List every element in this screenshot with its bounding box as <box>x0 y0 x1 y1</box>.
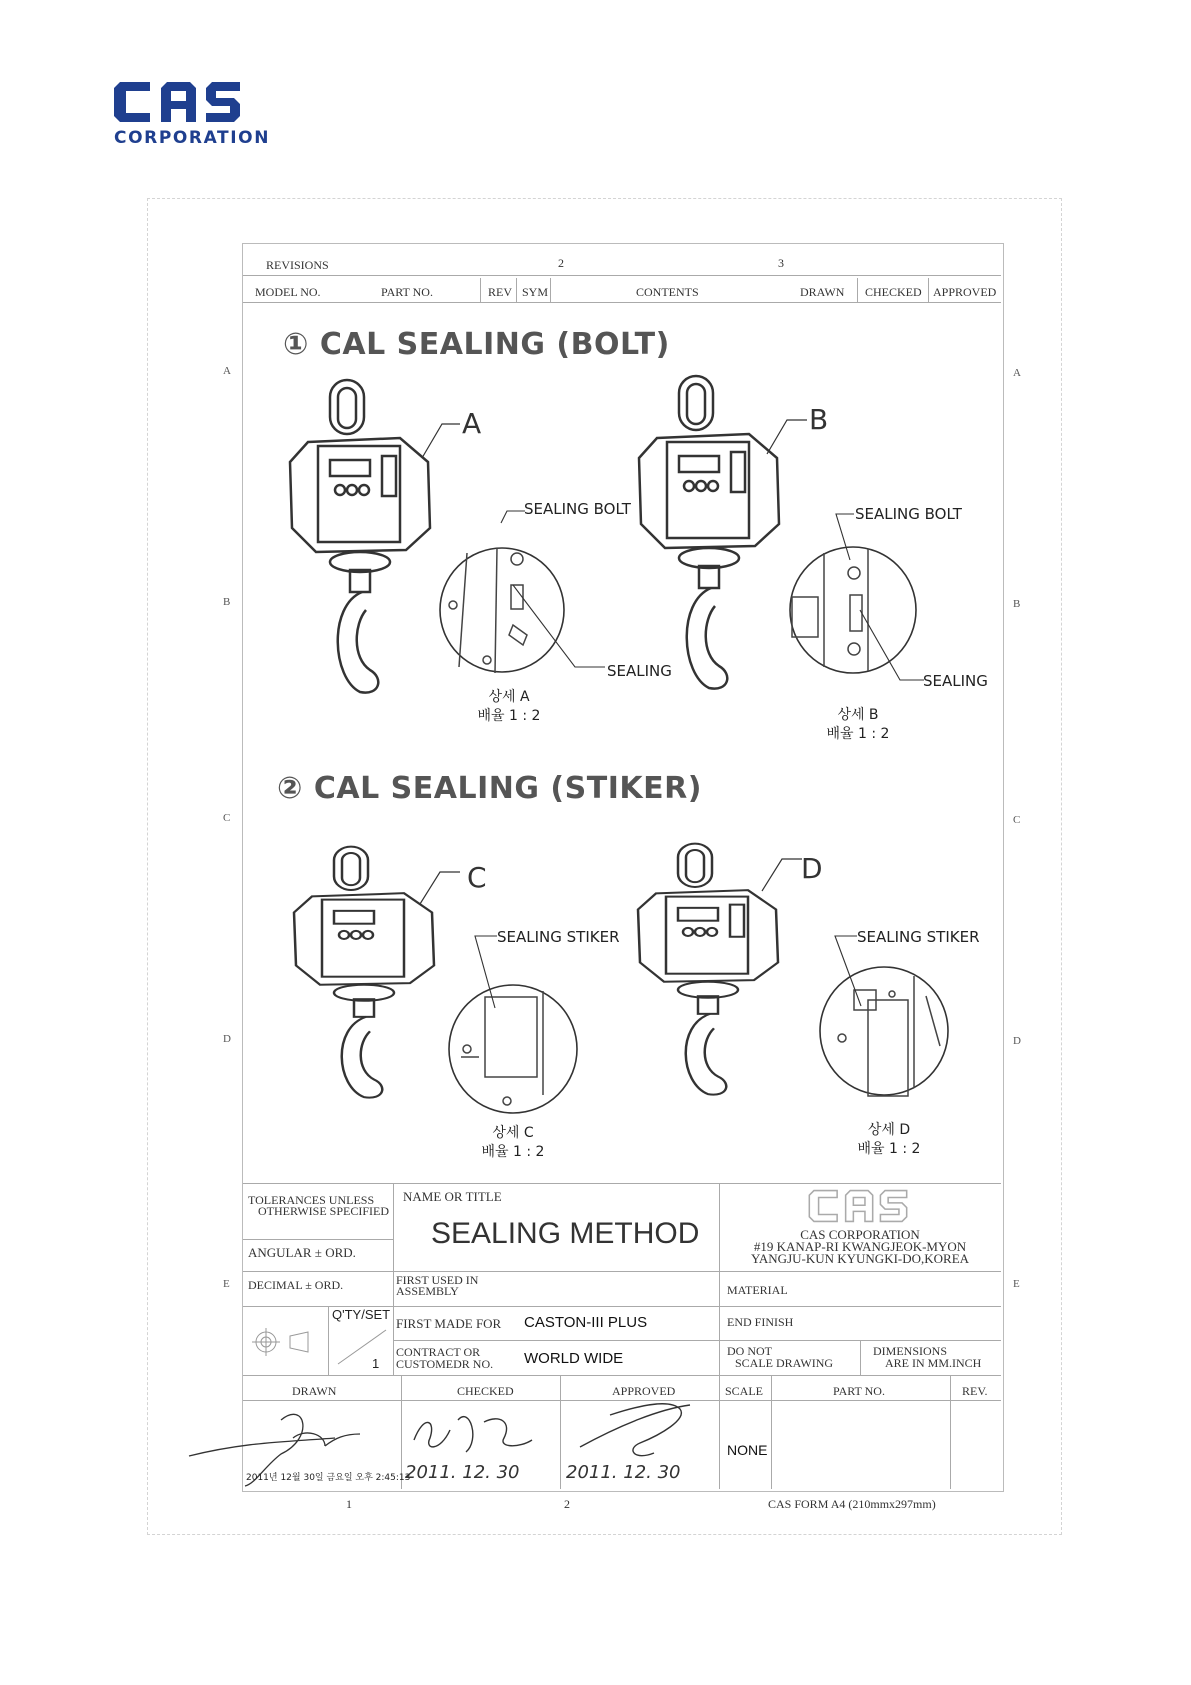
leader-detail-d <box>825 932 885 1012</box>
first-made-for-value: CASTON-III PLUS <box>524 1314 648 1331</box>
contract-label <box>396 1346 493 1370</box>
tb-vline <box>328 1306 329 1375</box>
tolerances-line-2: OTHERWISE SPECIFIED <box>258 1204 390 1218</box>
label-sealing-stiker-d: SEALING STIKER <box>857 928 980 946</box>
tb-vline <box>560 1375 561 1489</box>
revisions-col-2: 2 <box>558 256 564 270</box>
tb-hline <box>719 1400 1001 1401</box>
dimensions-line-1: DIMENSIONS <box>873 1344 948 1358</box>
leader-detail-c <box>465 932 525 1012</box>
callout-letter-a: A <box>462 407 482 440</box>
header-contents: CONTENTS <box>636 285 699 299</box>
detail-scale-c: 배율 1 : 2 <box>481 1144 545 1160</box>
material-label: MATERIAL <box>727 1283 788 1297</box>
tb-vline <box>771 1375 772 1489</box>
company-address <box>719 1229 1001 1265</box>
cas-logo-mark <box>114 80 240 124</box>
callout-letter-b: B <box>809 403 829 436</box>
dimensions-line-2: ARE IN MM.INCH <box>885 1356 982 1370</box>
contract-value: WORLD WIDE <box>524 1350 624 1367</box>
checked-date: 2011. 12. 30 <box>405 1462 520 1483</box>
header-drawn: DRAWN <box>800 285 845 299</box>
tb-vline <box>860 1340 861 1375</box>
header-approved: APPROVED <box>933 285 997 299</box>
scale-value: NONE <box>727 1442 768 1458</box>
detail-scale-b: 배율 1 : 2 <box>826 726 890 742</box>
address-line-1: #19 KANAP-RI KWANGJEOK-MYON <box>753 1239 967 1254</box>
detail-caption-b <box>820 706 896 744</box>
scale-label: SCALE <box>725 1384 764 1398</box>
qty-set-label: Q'TY/SET <box>332 1307 391 1322</box>
callout-letter-d: D <box>801 852 823 885</box>
label-sealing-bolt-a: SEALING BOLT <box>524 500 631 518</box>
company-name: CAS CORPORATION <box>800 1227 920 1242</box>
rev-label: REV. <box>962 1384 988 1398</box>
label-sealing-stiker-c: SEALING STIKER <box>497 928 620 946</box>
approved-signature <box>570 1395 720 1470</box>
do-not-line-1: DO NOT <box>727 1344 772 1358</box>
decimal-label: DECIMAL ± ORD. <box>248 1278 344 1292</box>
detail-caption-a <box>474 688 544 726</box>
checked-signature <box>400 1400 560 1470</box>
detail-caption-d <box>852 1121 926 1159</box>
header-sep <box>516 278 517 302</box>
dimensions-label <box>873 1345 981 1369</box>
header-model-no: MODEL NO. <box>255 285 321 299</box>
title-block-top-line <box>243 1183 1001 1184</box>
tb-vline <box>950 1375 951 1489</box>
leaders-detail-a <box>495 505 615 675</box>
revisions-label: REVISIONS <box>266 258 329 272</box>
footer-col-2: 2 <box>564 1497 570 1511</box>
zone-left-b: B <box>223 596 231 608</box>
do-not-line-2: SCALE DRAWING <box>735 1356 834 1370</box>
footer-col-1: 1 <box>346 1497 352 1511</box>
detail-name-a: 상세 A <box>488 689 530 705</box>
zone-left-d: D <box>223 1033 231 1045</box>
zone-left-e: E <box>223 1278 230 1290</box>
header-sep <box>928 278 929 302</box>
footer-form-label: CAS FORM A4 (210mmx297mm) <box>768 1497 936 1511</box>
contract-line-2: CUSTOMEDR NO. <box>396 1357 494 1371</box>
header-bottom-line <box>243 302 1001 303</box>
header-sep <box>550 278 551 302</box>
header-sep <box>480 278 481 302</box>
company-logo-outline <box>803 1189 913 1223</box>
label-sealing-a: SEALING <box>607 662 672 680</box>
label-sealing-b: SEALING <box>923 672 988 690</box>
cas-logo <box>114 80 240 129</box>
zone-right-a: A <box>1013 367 1021 379</box>
zone-right-d: D <box>1013 1035 1021 1047</box>
detail-name-d: 상세 D <box>867 1122 911 1138</box>
detail-scale-d: 배율 1 : 2 <box>857 1141 921 1157</box>
zone-right-e: E <box>1013 1278 1020 1290</box>
do-not-scale-label <box>727 1345 833 1369</box>
approved-label: APPROVED <box>612 1384 676 1398</box>
tb-hline <box>393 1340 1001 1341</box>
callout-letter-c: C <box>467 861 487 894</box>
qty-slash <box>334 1326 394 1366</box>
leaders-detail-b <box>830 510 930 685</box>
header-rev: REV <box>488 285 512 299</box>
drawn-label: DRAWN <box>292 1384 337 1398</box>
header-checked: CHECKED <box>865 285 922 299</box>
checked-label: CHECKED <box>457 1384 514 1398</box>
approved-date: 2011. 12. 30 <box>566 1462 681 1483</box>
drawn-timestamp: 2011년 12월 30일 금요일 오후 2:45:13 <box>246 1473 411 1483</box>
first-made-for-label: FIRST MADE FOR <box>396 1316 502 1331</box>
projection-symbol-icon <box>250 1320 322 1364</box>
tb-hline <box>243 1239 393 1240</box>
detail-caption-c <box>476 1124 550 1162</box>
detail-name-b: 상세 B <box>837 707 879 723</box>
address-line-2: YANGJU-KUN KYUNGKI-DO,KOREA <box>750 1251 970 1266</box>
qty-set-value: 1 <box>372 1356 380 1371</box>
zone-right-c: C <box>1013 814 1021 826</box>
first-used-in-label <box>396 1275 478 1297</box>
tolerances-line-1: TOLERANCES UNLESS <box>248 1193 375 1207</box>
zone-right-b: B <box>1013 598 1021 610</box>
header-divider <box>243 275 1001 276</box>
tb-hline <box>243 1271 1001 1272</box>
first-used-in-line-1: FIRST USED IN <box>396 1273 479 1287</box>
detail-name-c: 상세 C <box>492 1125 534 1141</box>
detail-scale-a: 배율 1 : 2 <box>477 708 541 724</box>
first-used-in-line-2: ASSEMBLY <box>396 1284 459 1298</box>
tb-hline <box>243 1375 1001 1376</box>
cas-logo-tagline: CORPORATION <box>114 128 271 148</box>
contract-line-1: CONTRACT OR <box>396 1345 481 1359</box>
drawing-title: SEALING METHOD <box>431 1217 700 1250</box>
revisions-col-3: 3 <box>778 256 784 270</box>
header-part-no: PART NO. <box>381 285 433 299</box>
angular-label: ANGULAR ± ORD. <box>248 1245 356 1260</box>
section-2-title: ② CAL SEALING (STIKER) <box>277 771 702 806</box>
header-sep <box>857 278 858 302</box>
part-no-label: PART NO. <box>833 1384 885 1398</box>
section-1-title: ① CAL SEALING (BOLT) <box>283 327 670 362</box>
name-or-title-label: NAME OR TITLE <box>403 1189 502 1204</box>
label-sealing-bolt-b: SEALING BOLT <box>855 505 962 523</box>
end-finish-label: END FINISH <box>727 1315 794 1329</box>
tolerances-label <box>248 1195 389 1217</box>
crane-scale-illustration-a <box>288 378 438 708</box>
zone-left-c: C <box>223 812 231 824</box>
header-sym: SYM <box>522 285 549 299</box>
zone-left-a: A <box>223 365 231 377</box>
